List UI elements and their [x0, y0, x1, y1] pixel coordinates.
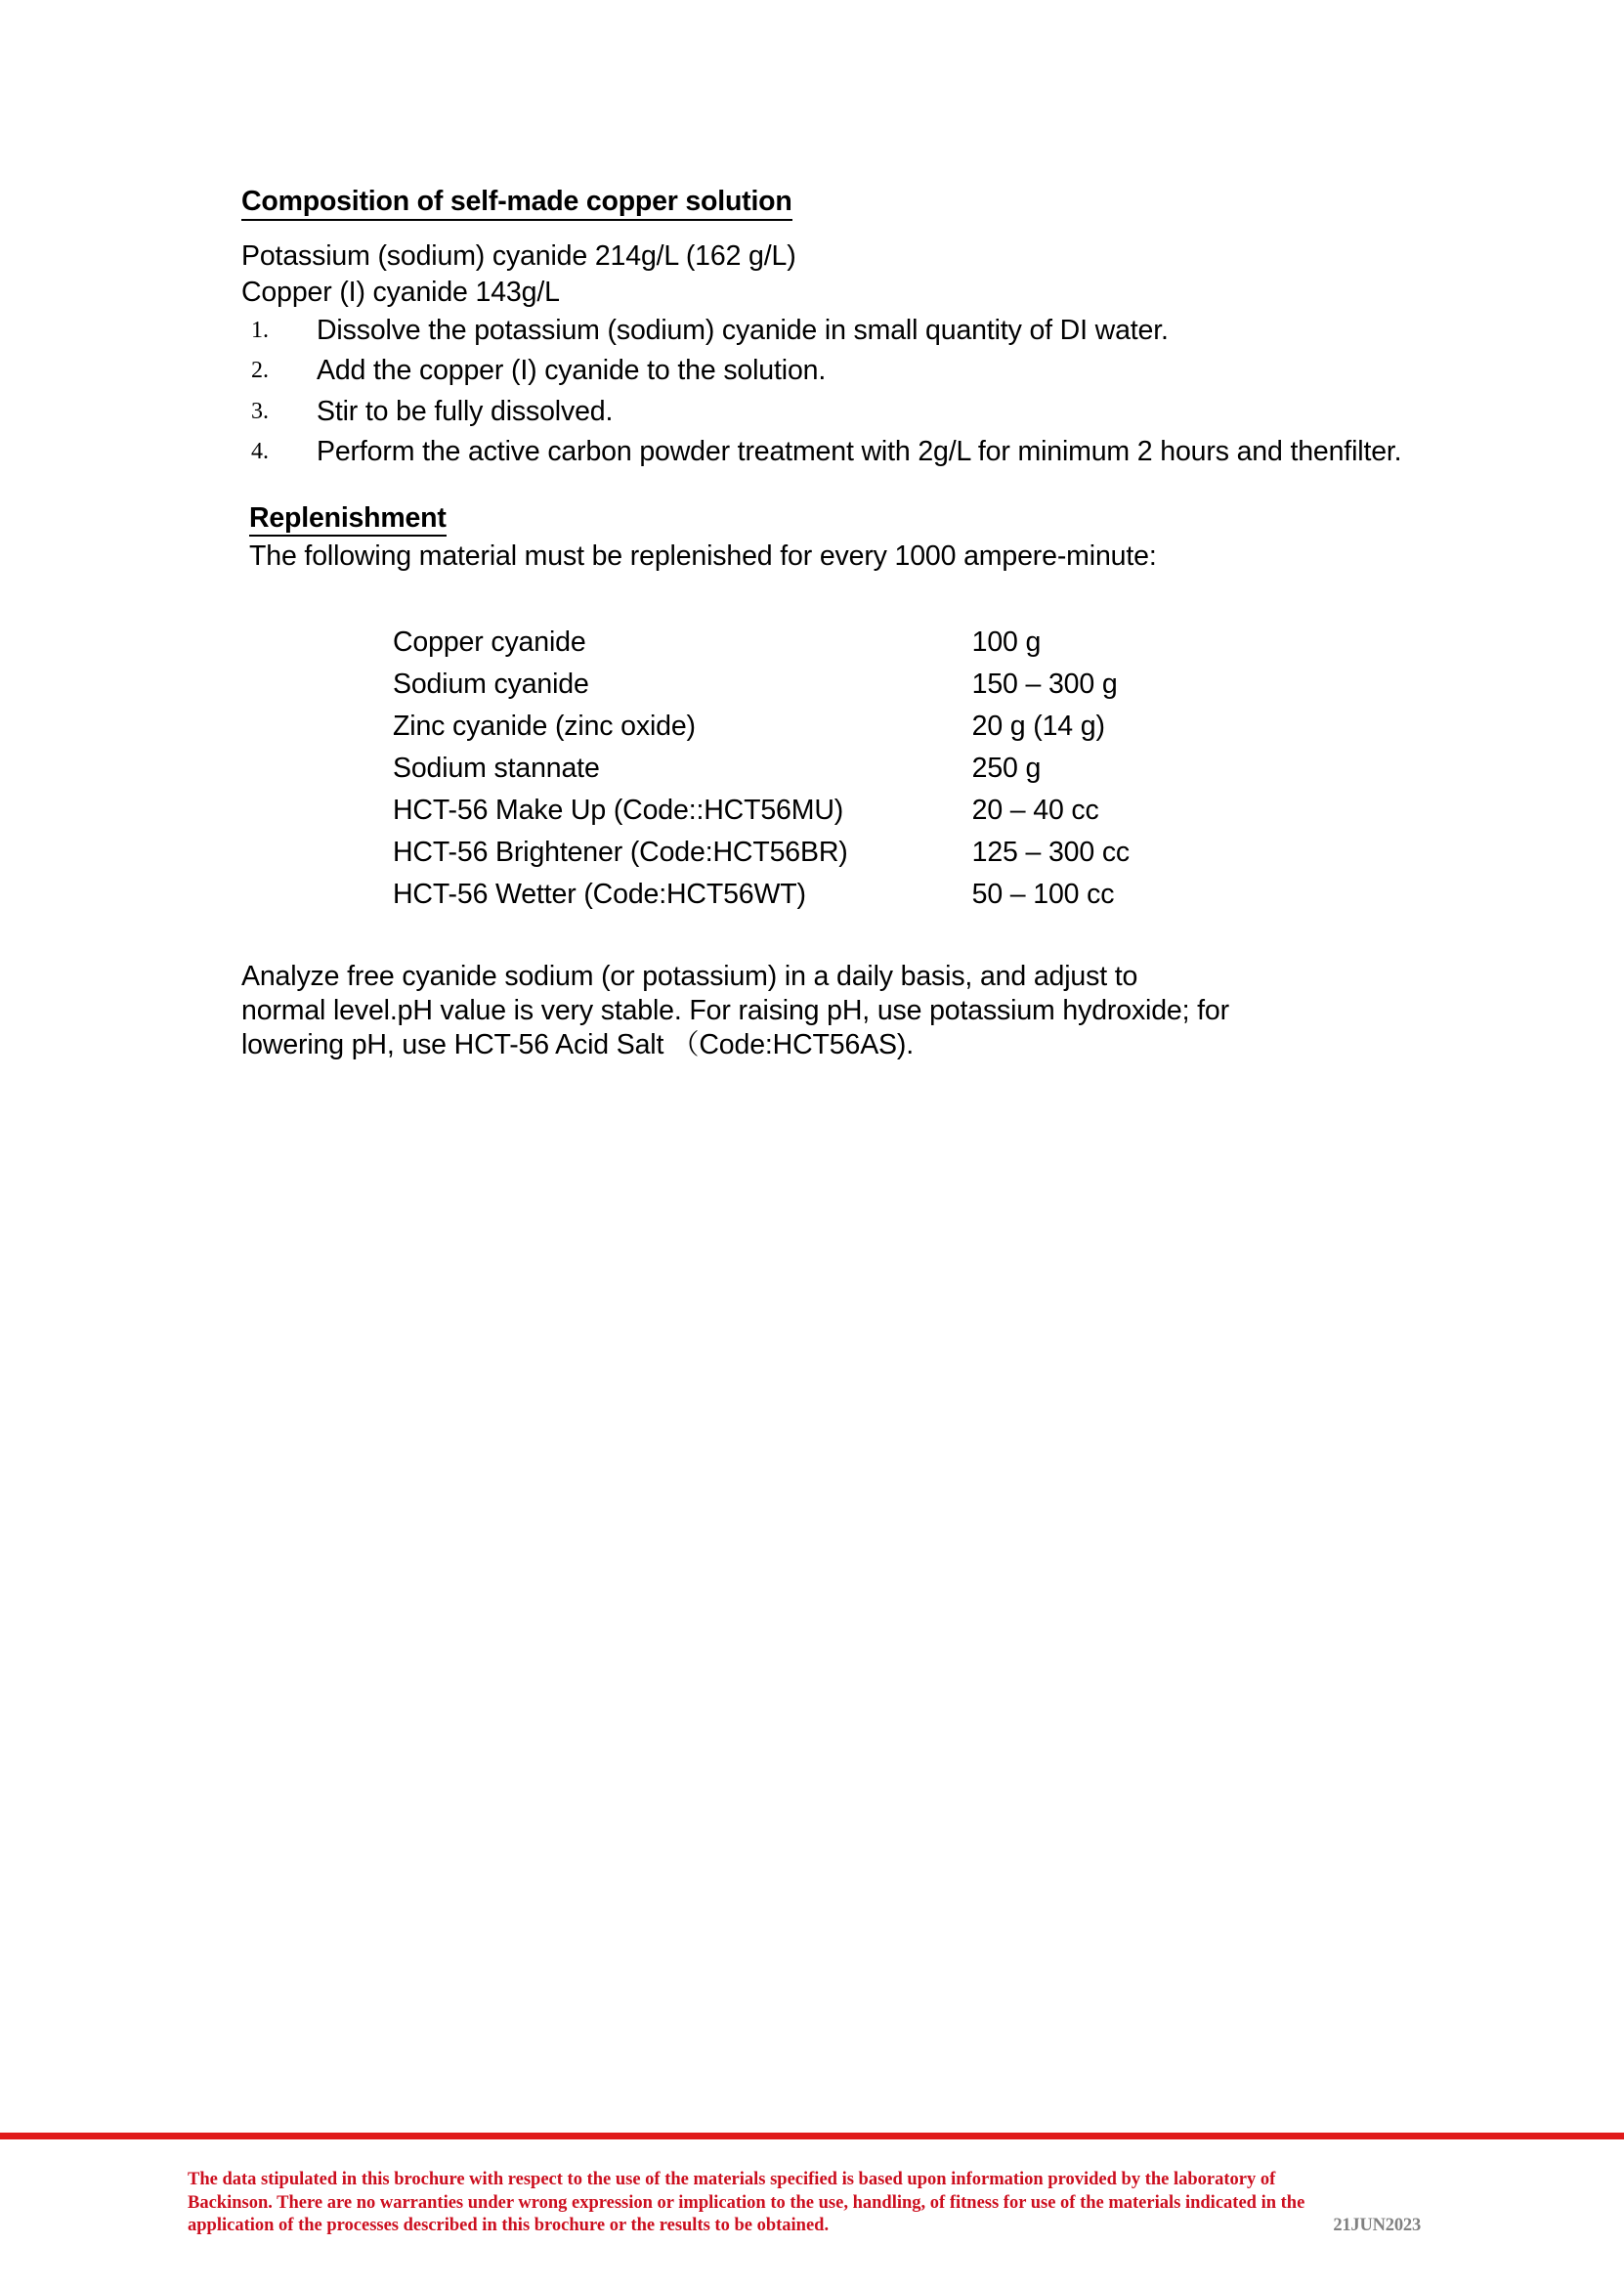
replenishment-intro: The following material must be replenished for every 1000 ampere-minute: — [249, 540, 1157, 573]
footer-divider-rule — [0, 2133, 1624, 2139]
material-qty: 125 – 300 cc — [971, 837, 1131, 869]
material-qty: 250 g — [971, 753, 1042, 785]
step-number-3: 3. — [251, 398, 269, 424]
composition-heading-wrap — [241, 186, 1438, 221]
material-qty: 20 – 40 cc — [971, 795, 1099, 827]
step-text-2: Add the copper (I) cyanide to the solution. — [317, 355, 827, 387]
table-row — [393, 628, 1130, 670]
table-row — [393, 712, 1130, 755]
table-row — [393, 670, 1130, 712]
material-name: Zinc cyanide (zinc oxide) — [393, 711, 696, 743]
footer-line-3: application of the processes described in this brochure or the results to be obtained. — [188, 2216, 830, 2236]
step-text-3: Stir to be fully dissolved. — [317, 395, 614, 427]
composition-steps-list — [241, 314, 1438, 469]
table-row — [393, 797, 1130, 839]
document-content — [241, 186, 1438, 1062]
step-number-1: 1. — [251, 317, 269, 343]
footer-disclaimer — [188, 2169, 1438, 2238]
material-name: Sodium cyanide — [393, 669, 589, 701]
composition-line-potassium: Potassium (sodium) cyanide 214g/L (162 g/L) — [241, 239, 796, 272]
material-qty: 150 – 300 g — [971, 669, 1118, 701]
composition-step-3 — [241, 395, 1438, 428]
closing-line-2: normal level.pH value is very stable. For raising pH, use potassium hydroxide; for — [241, 995, 1229, 1027]
step-text-4: Perform the active carbon powder treatment with 2g/L for minimum 2 hours and thenfilter. — [317, 436, 1402, 468]
footer-line-3-wrap — [188, 2215, 1438, 2238]
composition-step-2 — [241, 354, 1438, 387]
step-number-4: 4. — [251, 439, 269, 465]
table-row — [393, 839, 1130, 881]
footer-line-2: Backinson. There are no warranties under wrong expression or implication to the use, handling, of fitness for use of the materials indicated in the — [188, 2192, 1305, 2213]
closing-line-3: lowering pH, use HCT-56 Acid Salt （Code:HCT56AS). — [241, 1029, 915, 1061]
closing-line-1: Analyze free cyanide sodium (or potassium) in a daily basis, and adjust to — [241, 961, 1138, 993]
composition-step-4 — [241, 435, 1438, 468]
table-row — [393, 755, 1130, 797]
composition-line-copper: Copper (I) cyanide 143g/L — [241, 276, 560, 308]
material-name: Sodium stannate — [393, 753, 600, 785]
step-number-2: 2. — [251, 358, 269, 384]
material-name: Copper cyanide — [393, 626, 586, 659]
replenishment-heading: Replenishment — [249, 502, 447, 538]
table-row — [393, 881, 1130, 923]
composition-step-1 — [241, 314, 1438, 347]
step-text-1: Dissolve the potassium (sodium) cyanide in small quantity of DI water. — [317, 314, 1169, 346]
material-qty: 50 – 100 cc — [971, 879, 1115, 911]
material-name: HCT-56 Wetter (Code:HCT56WT) — [393, 879, 806, 911]
materials-table — [393, 628, 1130, 923]
material-name: HCT-56 Make Up (Code::HCT56MU) — [393, 795, 844, 827]
material-qty: 100 g — [971, 626, 1042, 659]
closing-paragraph — [241, 960, 1438, 1062]
composition-heading: Composition of self-made copper solution — [241, 186, 792, 221]
footer-line-1: The data stipulated in this brochure with respect to the use of the materials specified is based upon information provided by the laboratory of — [188, 2170, 1276, 2189]
material-name: HCT-56 Brightener (Code:HCT56BR) — [393, 837, 848, 869]
replenishment-heading-wrap — [241, 502, 1438, 538]
footer-date-stamp: 21JUN2023 — [1333, 2216, 1421, 2236]
material-qty: 20 g (14 g) — [971, 711, 1105, 743]
